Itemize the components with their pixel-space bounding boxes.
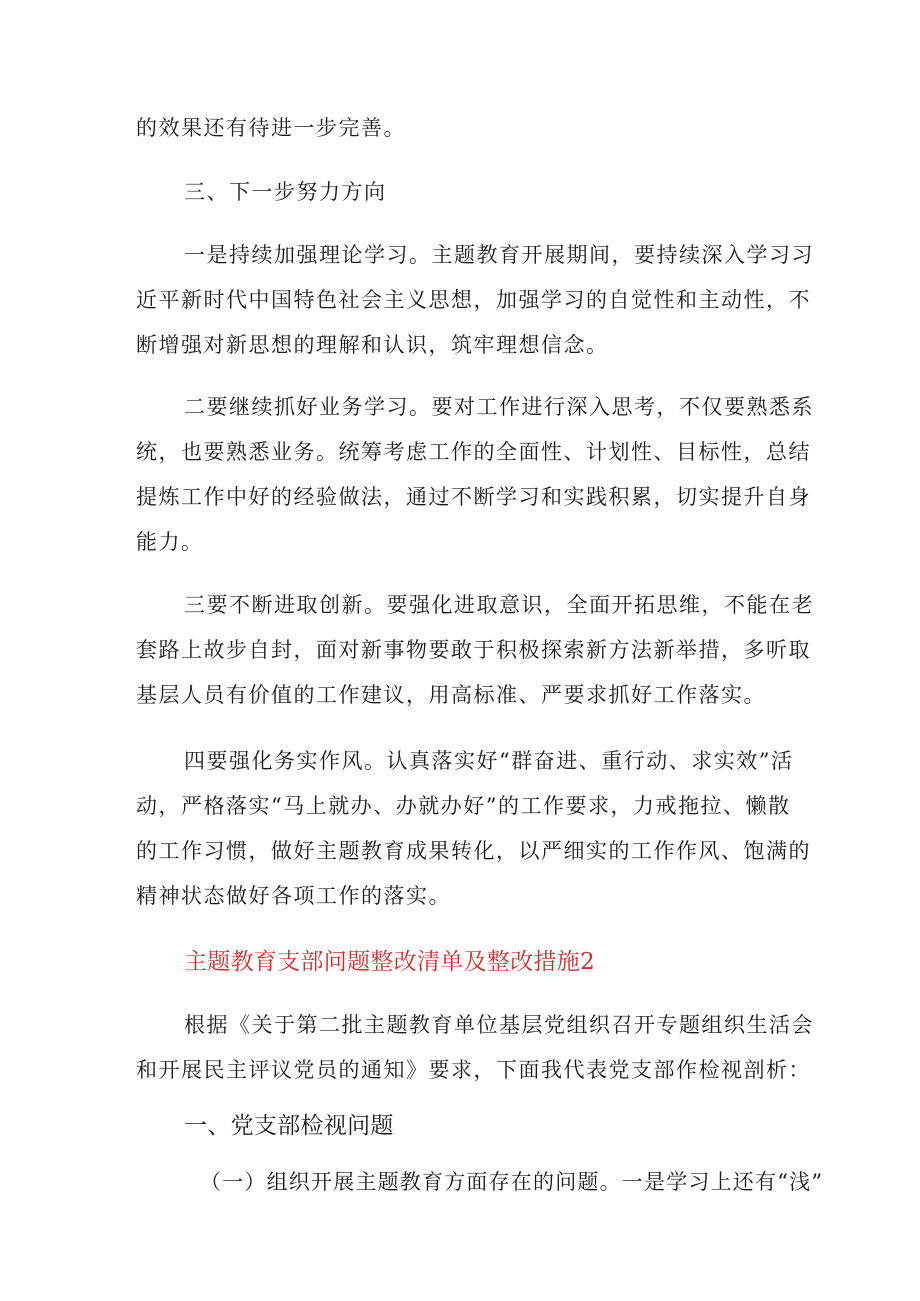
paragraph-line: 基层人员有价值的工作建议，用高标准、严要求抓好工作落实。	[136, 683, 766, 707]
paragraph-line: 四要强化务实作风。认真落实好“群奋进、重行动、求实效”活	[184, 749, 794, 773]
paragraph-line: 断增强对新思想的理解和认识，筑牢理想信念。	[136, 333, 609, 357]
paragraph-line: 近平新时代中国特色社会主义思想，加强学习的自觉性和主动性，不	[136, 288, 811, 312]
paragraph-line: 动，严格落实“马上就办、办就办好”的工作要求，力戒拖拉、懒散	[136, 794, 791, 818]
paragraph-line: 二要继续抓好业务学习。要对工作进行深入思考，不仅要熟悉系	[184, 395, 814, 419]
section-heading-next-steps: 三、下一步努力方向	[184, 180, 387, 204]
paragraph-line: 统，也要熟悉业务。统筹考虑工作的全面性、计划性、目标性，总结	[136, 440, 811, 464]
paragraph-line: 提炼工作中好的经验做法，通过不断学习和实践积累，切实提升自身	[136, 485, 811, 509]
paragraph-line: 精神状态做好各项工作的落实。	[136, 884, 451, 908]
paragraph-line: 一是持续加强理论学习。主题教育开展期间，要持续深入学习习	[184, 243, 814, 267]
paragraph-line: 三要不断进取创新。要强化进取意识，全面开拓思维，不能在老	[184, 593, 814, 617]
document-title: 主题教育支部问题整改清单及整改措施2	[184, 949, 596, 975]
paragraph-line: 和开展民主评议党员的通知》要求，下面我代表党支部作检视剖析：	[136, 1058, 811, 1082]
section-heading: 一、党支部检视问题	[184, 1113, 394, 1139]
paragraph-line: 能力。	[136, 530, 204, 554]
paragraph-line: 的效果还有待进一步完善。	[136, 116, 406, 140]
subsection-heading: （一）组织开展主题教育方面存在的问题。一是学习上还有“浅”	[200, 1170, 824, 1194]
paragraph-line: 的工作习惯，做好主题教育成果转化，以严细实的工作作风、饱满的	[136, 839, 811, 863]
paragraph-line: 根据《关于第二批主题教育单位基层党组织召开专题组织生活会	[184, 1013, 814, 1037]
paragraph-line: 套路上故步自封，面对新事物要敢于积极探索新方法新举措，多听取	[136, 638, 811, 662]
